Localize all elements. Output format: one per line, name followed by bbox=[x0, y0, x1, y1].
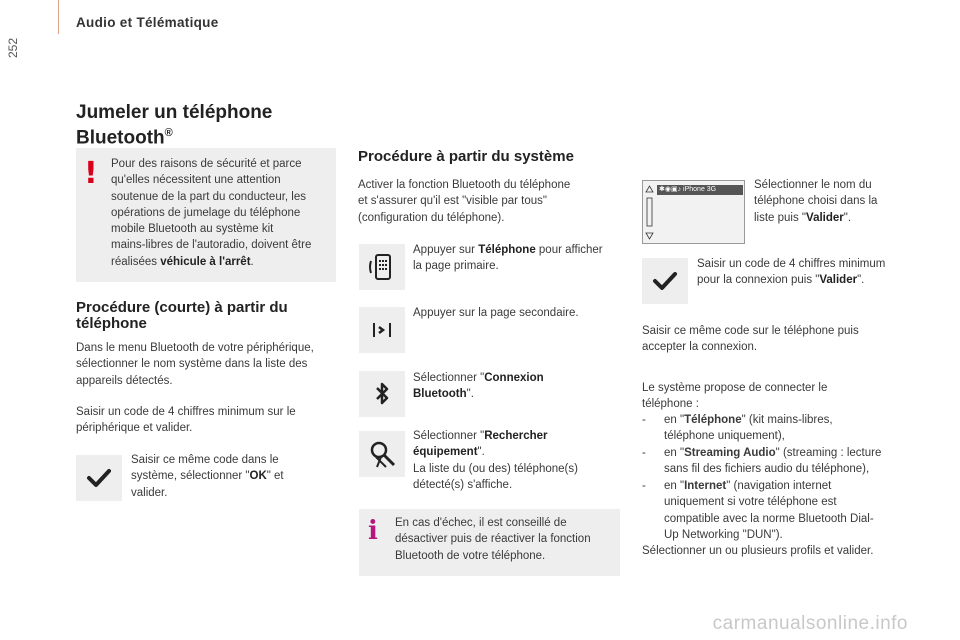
system-step-1: Appuyer sur Téléphone pour afficher la page primaire. bbox=[413, 244, 603, 273]
select-profiles-text: Sélectionner un ou plusieurs profils et valider. bbox=[642, 545, 874, 557]
system-procedure-title: Procédure à partir du système bbox=[358, 148, 574, 165]
validate-icon-box bbox=[642, 258, 688, 304]
system-step-3: Sélectionner "Connexion Bluetooth". bbox=[413, 372, 544, 401]
short-procedure-p2: Saisir un code de 4 chiffres minimum sur le périphérique et valider. bbox=[76, 406, 296, 435]
warning-text: Pour des raisons de sécurité et parce qu'elles nécessitent une attention soutenue de la part du conducteur, les opérations de jumelage du téléphone mobile Bluetooth au système kit mains-libres de l'autoradio, doivent être réalisées véhicule à l'arrêt. bbox=[111, 158, 312, 268]
bluetooth-status-icons: ✱◉▣♪ bbox=[659, 186, 684, 193]
phone-icon-box bbox=[359, 244, 405, 290]
warning-icon: ! bbox=[84, 156, 98, 191]
system-step-4: Sélectionner "Rechercher équipement". La liste du (ou des) téléphone(s) détecté(s) s'affiche. bbox=[413, 430, 578, 491]
secondary-page-icon-box bbox=[359, 307, 405, 353]
propose-text: Le système propose de connecter le téléphone : bbox=[642, 382, 828, 411]
page-title: Jumeler un téléphone Bluetooth® bbox=[76, 102, 273, 149]
info-box bbox=[359, 509, 620, 576]
search-device-icon-box bbox=[359, 431, 405, 477]
device-list-item[interactable]: ✱◉▣♪ iPhone 3G bbox=[657, 185, 743, 195]
checkmark-icon bbox=[84, 463, 114, 493]
profile-item-streaming: en "Streaming Audio" (streaming : lecture sans fil des fichiers audio du téléphone), bbox=[664, 447, 882, 476]
enter-code-text: Saisir un code de 4 chiffres minimum pour la connexion puis "Valider". bbox=[697, 258, 886, 287]
ok-icon-box bbox=[76, 455, 122, 501]
section-title: Audio et Télématique bbox=[76, 15, 219, 30]
select-phone-text: Sélectionner le nom du téléphone choisi dans la liste puis "Valider". bbox=[754, 179, 878, 224]
profile-dash-2: - bbox=[642, 447, 646, 459]
short-procedure-p1: Dans le menu Bluetooth de votre périphérique, sélectionner le nom système dans la liste des appareils détectés. bbox=[76, 342, 314, 387]
page-number: 252 bbox=[6, 37, 20, 58]
search-device-icon bbox=[367, 439, 397, 469]
same-code-text: Saisir ce même code sur le téléphone puis accepter la connexion. bbox=[642, 325, 859, 354]
phone-icon bbox=[367, 252, 397, 282]
short-procedure-p3: Saisir ce même code dans le système, sélectionner "OK" et valider. bbox=[131, 454, 284, 499]
watermark: carmanualsonline.info bbox=[712, 613, 908, 634]
bluetooth-icon-box bbox=[359, 371, 405, 417]
checkmark-icon bbox=[650, 266, 680, 296]
device-list-screen bbox=[642, 180, 745, 244]
system-procedure-intro: Activer la fonction Bluetooth du téléphone et s'assurer qu'il est "visible par tous" (configuration du téléphone). bbox=[358, 179, 571, 224]
scroll-arrows-icon bbox=[645, 184, 654, 241]
system-step-2: Appuyer sur la page secondaire. bbox=[413, 307, 579, 319]
secondary-page-icon bbox=[367, 315, 397, 345]
short-procedure-title: Procédure (courte) à partir du téléphone bbox=[76, 299, 288, 332]
info-text: En cas d'échec, il est conseillé de désactiver puis de réactiver la fonction Bluetooth de votre téléphone. bbox=[395, 517, 591, 562]
header-divider bbox=[58, 0, 59, 34]
bluetooth-icon bbox=[367, 379, 397, 409]
profile-item-telephone: en "Téléphone" (kit mains-libres, téléphone uniquement), bbox=[664, 414, 833, 443]
info-icon: i bbox=[368, 516, 378, 546]
warning-box bbox=[76, 148, 336, 282]
profile-dash-1: - bbox=[642, 414, 646, 426]
profile-dash-3: - bbox=[642, 480, 646, 492]
profile-item-internet: en "Internet" (navigation internet uniquement si votre téléphone est compatible avec la norme Bluetooth Dial- Up Networking "DUN"). bbox=[664, 480, 874, 541]
